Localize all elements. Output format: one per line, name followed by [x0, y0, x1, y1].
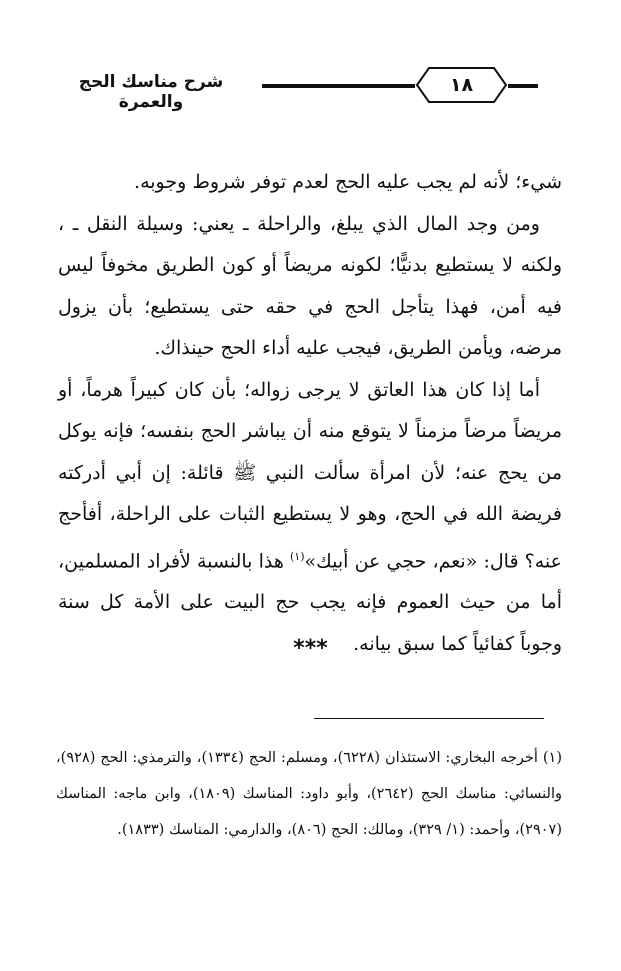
paragraph-2: ومن وجد المال الذي يبلغ، والراحلة ـ يعني: وسيلة النقل ـ ، ولكنه لا يستطيع بدنيًّا؛ لكونه مريضاً أو كون الطريق مخوفاً ليس فيه أمن، فهذا يتأجل الحج في حقه حتى يستطيع؛ بأن يزول مرضه، ويأمن الطريق، فيجب عليه أداء الحج حينذاك. — [58, 212, 562, 359]
running-title: شرح مناسك الحج والعمرة — [40, 72, 262, 112]
footnote: (١) أخرجه البخاري: الاستئذان (٦٢٢٨)، ومسلم: الحج (١٣٣٤)، والترمذي: الحج (٩٢٨)، والنسائي: مناسك الحج (٢٦٤٢)، وأبو داود: المناسك (١٨٠٩)، وابن ماجه: المناسك (٢٩٠٧)، وأحمد: (١/ ٣٢٩)، ومالك: الحج (٨٠٦)، والدارمي: المناسك (١٨٣٣). — [56, 750, 563, 838]
header-rule-middle — [240, 84, 415, 88]
main-text — [58, 162, 562, 665]
section-separator: *** — [293, 636, 328, 661]
header-rule-right — [508, 84, 538, 88]
page-number: ١٨ — [449, 74, 474, 96]
page-header — [40, 64, 560, 112]
paragraph-3-part-1: أما إذا كان هذا العاتق لا يرجى زواله؛ بأن كان كبيراً هرماً، أو مريضاً مرضاً مزمناً لا يتوقع منه أن يباشر الحج بنفسه؛ فإنه يوكل من يحج عنه؛ لأن امرأة سألت النبي ﷺ قائلة: إن أبي أدركته فريضة الله في الحج، وهو لا يستطيع الثبات على الراحلة، أفأحج عنه؟ قال: «نعم، حجي عن أبيك» — [58, 378, 562, 572]
footnote-divider — [314, 718, 544, 719]
paragraph-1: شيء؛ لأنه لم يجب عليه الحج لعدم توفر شروط وجوبه. — [134, 171, 562, 193]
page-number-frame — [415, 66, 508, 104]
paragraph-3-part-2: هذا بالنسبة لأفراد المسلمين، أما من حيث العموم فإنه يجب حج البيت على الأمة كل سنة وجوباً كفائياً كما سبق بيانه. — [58, 549, 562, 655]
paragraph-3 — [58, 370, 562, 666]
footnote-reference: (١) — [290, 549, 305, 563]
